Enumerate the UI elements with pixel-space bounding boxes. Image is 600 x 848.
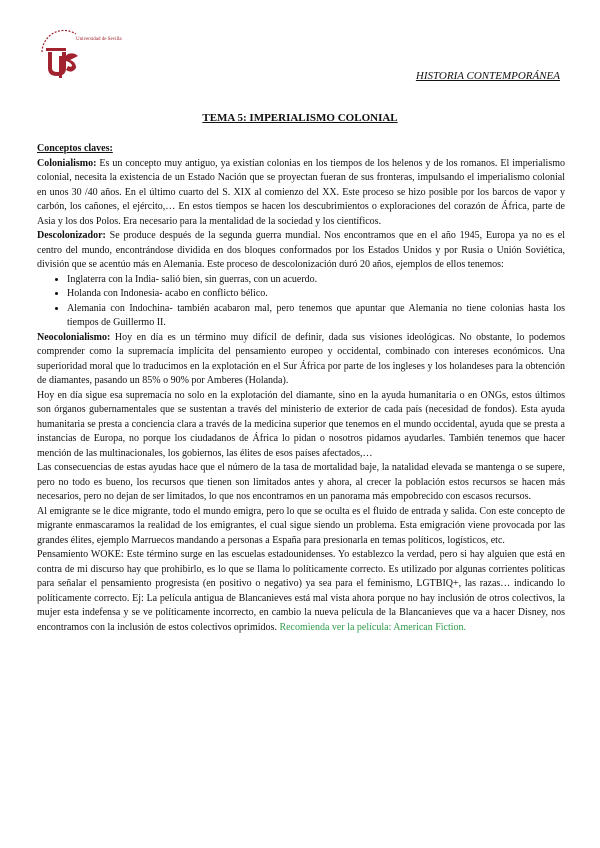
paragraph-woke <box>37 548 565 635</box>
list-item: • Holanda con Indonesia- acabo en conflicto bélico. <box>67 287 565 302</box>
university-logo <box>36 30 122 80</box>
page-title: TEMA 5: IMPERIALISMO COLONIAL <box>202 112 398 124</box>
section-heading: Conceptos claves: <box>37 143 113 154</box>
document-body <box>37 142 565 635</box>
film-recommendation: Recomienda ver la película: American Fiction. <box>279 621 467 633</box>
logo-lettering: Universidad de Sevilla <box>76 37 122 42</box>
paragraph-ayuda: Hoy en día sigue esa supremacía no solo en la explotación del diamante, sino en la ayuda humanitaria o en ONGs, estos últimos son órganos gubernamentales que se sustentan a través del ministerio de exterior de cada país (necesidad de fondos). Esta ayuda humanitaria se presta a conciencia clara a través de la medicina superior que tenemos en el mundo occidental, ayuda que se presta a instancias de Europa, no porque los ciudadanos de África lo pidan o nosotros pidamos ayudarles. También tenemos que hacer mención de las multinacionales, los gobiernos, las élites de esos países afectados,… <box>37 389 565 459</box>
examples-list <box>37 273 565 331</box>
paragraph-descolonizador <box>37 229 565 273</box>
text-woke: Pensamiento WOKE: Este término surge en las escuelas estadounidenses. Yo establezco la verdad, pero si hay alguien que está en contra de mi discurso hay que prohibirlo, es lo que se llama lo políticamente correcto. Es utilizado por algunas corrientes políticas para señalar el pensamiento progresista (en positivo o negativo) ya sea para el feminismo, LGTBIQ+, las razas… indicando lo políticamente correcto. Ej: La película antigua de Blancanieves está mal vista ahora porque no hay inclusión de otros colectivos, la mujer esta indefensa y se ve políticamente incorrecto, en cambio la nueva película de la Blancanieves que va a hacer Disney, nos encontramos con la inclusión de estos colectivos oprimidos. <box>37 549 565 633</box>
text-neocolonialismo: Hoy en día es un término muy difícil de definir, dada sus visiones ideológicas. No obstante, lo podemos comprender como la supremacía implícita del pensamiento europeo y occidental, combinado con intereses económicos. Una superioridad moral que lo traducimos en la explotación en el Sur África por parte de los ingleses y los holandeses para la obtención de diamantes, pasando un 85% o 90% por Amberes (Holanda). <box>37 331 565 386</box>
paragraph-migrante: Al emigrante se le dice migrante, todo el mundo emigra, pero lo que se oculta es el fluido de entrada y salida. Con este concepto de migrante enmascaramos la realidad de los emigrantes, el cual sigue siendo un problema. Esta emigración viene provocada por las grandes élites, ejemplo Marruecos mandando a personas a España para presionarla en temas políticos, logísticos, etc. <box>37 505 565 546</box>
paragraph-consecuencias: Las consecuencias de estas ayudas hace que el número de la tasa de mortalidad baje, la natalidad elevada se mantenga o se supere, pero no todo es bueno, los recursos que tienen son limitados antes y ahora, al crecer la población estos recursos se hacen más necesarios, pero no dejan de ser limitados, lo que nos encontramos en un panorama más empobrecido con escasos recursos. <box>37 462 565 502</box>
list-item: • Inglaterra con la India- salió bien, sin guerras, con un acuerdo. <box>67 273 565 288</box>
paragraph-neocolonialismo <box>37 331 565 389</box>
paragraph-colonialismo <box>37 157 565 230</box>
text-descolonizador: Se produce después de la segunda guerra mundial. Nos encontramos que en el año 1945, Europa ya no es el centro del mundo, encontrándose dividida en dos bloques conformados por los Estados Unidos y por Rusia o Unión Soviética, división que se acentúo más en Alemania. Este proceso de descolonización duró 20 años, ejemplos de ellos tenemos: <box>37 230 565 270</box>
term-neocolonialismo: Neocolonialismo: <box>37 331 111 343</box>
list-item: • Alemania con Indochina- también acabaron mal, pero tenemos que apuntar que Alemania no tiene colonias hasta los tiempos de Guillermo II. <box>67 302 565 331</box>
term-descolonizador: Descolonizador: <box>37 230 106 241</box>
term-colonialismo: Colonialismo: <box>37 157 97 169</box>
text-colonialismo: Es un concepto muy antiguo, ya existían colonias en los tiempos de los helenos y de los romanos. El imperialismo colonial, necesita la existencia de un Estado Nación que se proyectan fueran de sus fronteras, impulsando el imperialismo colonial en unos 30 /40 años. En el último cuarto del S. XIX al comienzo del XX. Este proceso se hizo posible por los barcos de vapor y carbón, los cañones, el ejército,… En estos tiempos se hacen los descubrimientos o exploraciones del corazón de África, parte de Asia y los dos Polos. Era necesario para la mentalidad de la sociedad y los científicos. <box>37 157 565 227</box>
course-name: HISTORIA CONTEMPORÁNEA <box>415 70 560 82</box>
